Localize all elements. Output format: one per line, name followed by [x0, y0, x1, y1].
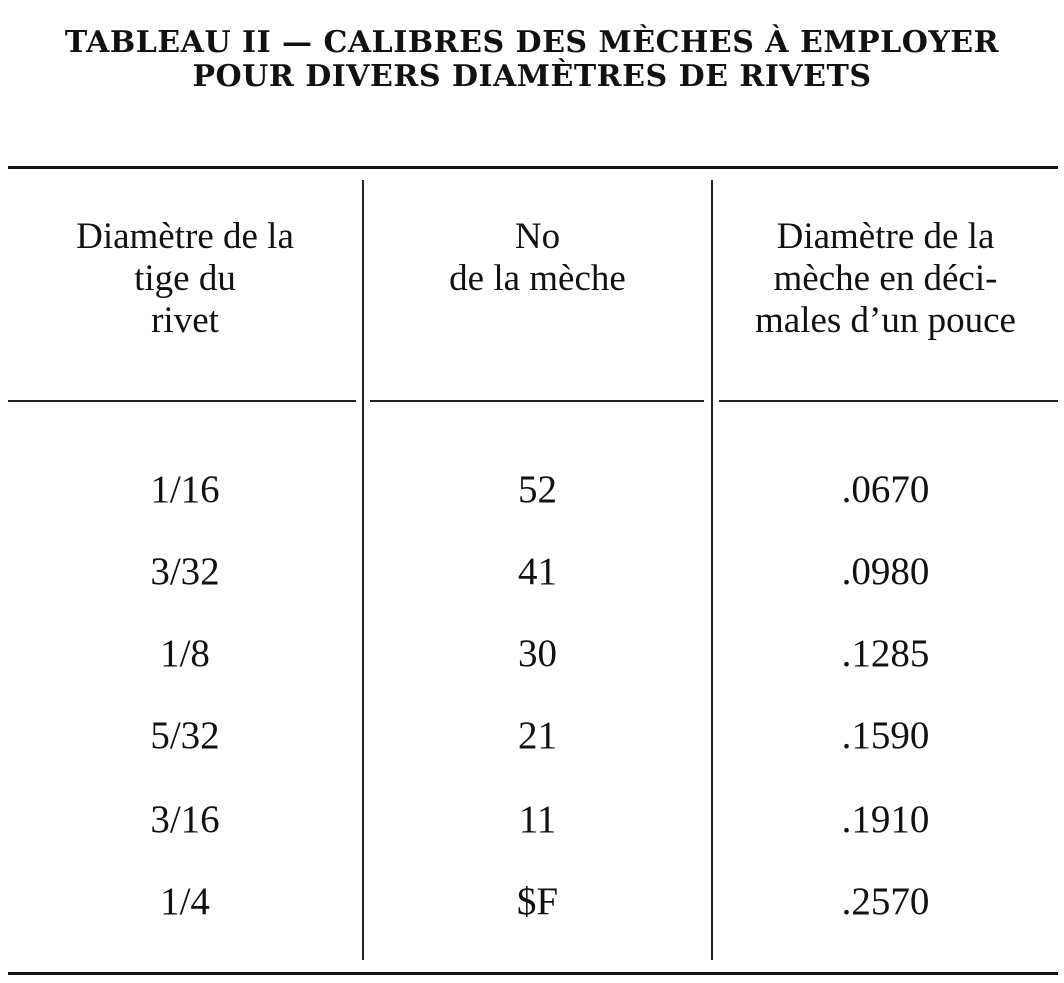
- top-rule: [8, 166, 1058, 169]
- cell-rivet-diameter: 1/8: [160, 632, 210, 675]
- table-title: [0, 26, 1064, 94]
- cell-drill-diameter: .0980: [841, 550, 930, 593]
- header-rivet-diameter: [8, 216, 362, 342]
- cell-rivet-diameter: 1/16: [150, 468, 220, 511]
- cell-drill-diameter: .1910: [841, 798, 930, 841]
- cell-rivet-diameter: 1/4: [160, 880, 210, 923]
- cell-rivet-diameter: 5/32: [150, 714, 220, 757]
- cell-drill-diameter: .2570: [841, 880, 930, 923]
- header-drill-number-line: de la mèche: [449, 258, 626, 299]
- cell-drill-number: $F: [516, 880, 559, 923]
- header-drill-diameter-line: males d’un pouce: [755, 300, 1016, 341]
- header-rivet-diameter-line: rivet: [151, 300, 219, 341]
- header-rule-col-1: [8, 400, 356, 402]
- header-drill-number: [364, 216, 711, 300]
- header-rule-col-2: [370, 400, 704, 402]
- header-rule-col-3: [719, 400, 1058, 402]
- bottom-rule: [8, 972, 1058, 975]
- table-title-line-1: TABLEAU II — CALIBRES DES MÈCHES À EMPLOYER: [64, 25, 1000, 60]
- cell-rivet-diameter: 3/32: [150, 550, 220, 593]
- header-rivet-diameter-line: Diamètre de la: [76, 216, 294, 257]
- header-drill-diameter: [713, 216, 1058, 342]
- header-rivet-diameter-line: tige du: [134, 258, 236, 299]
- cell-drill-number: 21: [518, 714, 557, 757]
- cell-drill-diameter: .0670: [841, 468, 930, 511]
- cell-drill-number: 52: [518, 468, 557, 511]
- cell-drill-number: 41: [518, 550, 557, 593]
- cell-drill-diameter: .1285: [841, 632, 930, 675]
- header-drill-diameter-line: Diamètre de la: [776, 216, 995, 257]
- header-drill-diameter-line: mèche en déci-: [773, 258, 998, 299]
- cell-drill-number: 30: [518, 632, 557, 675]
- cell-rivet-diameter: 3/16: [150, 798, 220, 841]
- table-title-line-2: POUR DIVERS DIAMÈTRES DE RIVETS: [192, 59, 872, 94]
- cell-drill-diameter: .1590: [841, 714, 930, 757]
- cell-drill-number: 11: [518, 798, 557, 841]
- header-drill-number-line: No: [514, 216, 561, 257]
